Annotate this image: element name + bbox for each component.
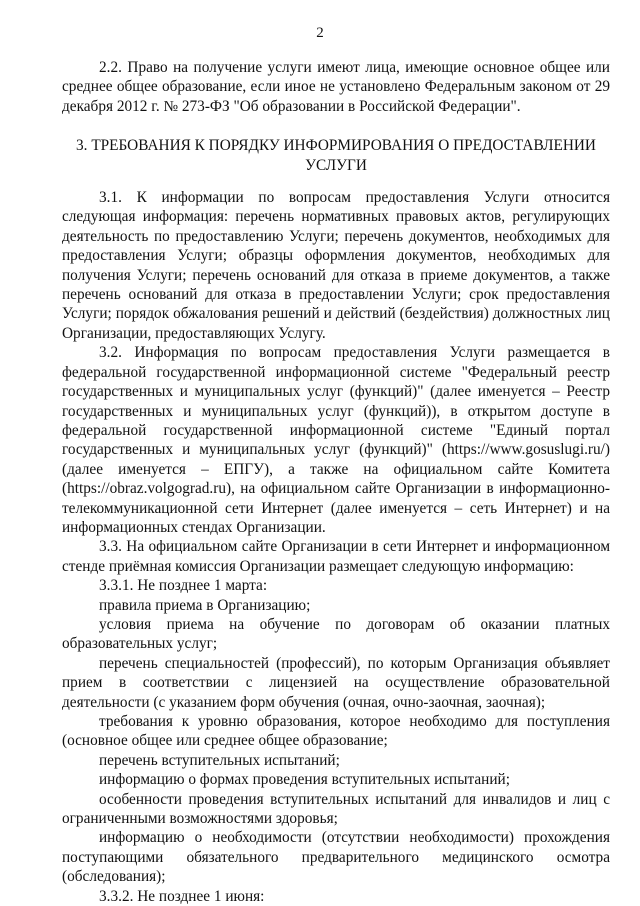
- list-item-disability-features: особенности проведения вступительных испытаний для инвалидов и лиц с ограниченными возможностями здоровья;: [62, 790, 610, 828]
- list-item-entrance-tests: перечень вступительных испытаний;: [99, 751, 340, 769]
- paragraph-3-3: 3.3. На официальном сайте Организации в сети Интернет и информационном стенде приёмная комиссия Организации размещает следующую информацию:: [62, 538, 610, 575]
- paragraph-2-2: 2.2. Право на получение услуги имеют лица, имеющие основное общее или среднее общее образование, если иное не установлено Федеральным законом от 29 декабря 2012 г. № 273-ФЗ "Об образовании в Российской Федерации".: [62, 59, 610, 115]
- page-number: 2: [316, 25, 324, 41]
- paragraph-3-1: 3.1. К информации по вопросам предоставления Услуги относится следующая информация: перечень нормативных правовых актов, регулирующих деятельность по предоставлению Услуги; перечень документов, необходимых для предоставления Услуги; образцы оформления документов, необходимых для получения Услуги; перечень оснований для отказа в приеме документов, а также перечень оснований для отказа в предоставлении Услуги; срок предоставления Услуги; порядок обжалования решений и действий (бездействия) должностных лиц Организации, предоставляющих Услугу.: [62, 189, 610, 342]
- document-body: [62, 58, 610, 906]
- section-heading: 3. ТРЕБОВАНИЯ К ПОРЯДКУ ИНФОРМИРОВАНИЯ О ПРЕДОСТАВЛЕНИИ УСЛУГИ: [76, 137, 596, 174]
- list-item-paid-services: условия приема на обучение по договорам об оказании платных образовательных услуг;: [62, 615, 610, 653]
- paragraph-3-2: 3.2. Информация по вопросам предоставления Услуги размещается в федеральной государственной информационной системе "Федеральный реестр государственных и муниципальных услуг (функций)" (далее именуется – Реестр государственных и муниципальных услуг (функций)), в открытом доступе в федеральной государственной информационной системе "Единый портал государственных и муниципальных услуг (функций)" (https://www.gosuslugi.ru/) (далее именуется – ЕПГУ), а также на официальном сайте Комитета (https://obraz.volgograd.ru), на официальном сайте Организации в информационно-телекоммуникационной сети Интернет (далее именуется – сеть Интернет) и на информационных стендах Организации.: [62, 344, 610, 536]
- list-item-admission-rules: правила приема в Организацию;: [99, 596, 311, 614]
- list-item-education-level: требования к уровню образования, которое необходимо для поступления (основное общее или среднее общее образование;: [62, 713, 610, 750]
- paragraph-3-3-1: 3.3.1. Не позднее 1 марта:: [99, 577, 268, 595]
- list-item-test-forms: информацию о формах проведения вступительных испытаний;: [99, 771, 510, 789]
- list-item-medical-exam: информацию о необходимости (отсутствии необходимости) прохождения поступающими обязательного предварительного медицинского осмотра (обследования);: [62, 829, 610, 886]
- list-item-specialties: перечень специальностей (профессий), по которым Организация объявляет прием в соответствии с лицензией на осуществление образовательной деятельности (с указанием форм обучения (очная, очно-заочная, заочная);: [62, 654, 610, 711]
- paragraph-3-3-2: 3.3.2. Не позднее 1 июня:: [99, 887, 265, 905]
